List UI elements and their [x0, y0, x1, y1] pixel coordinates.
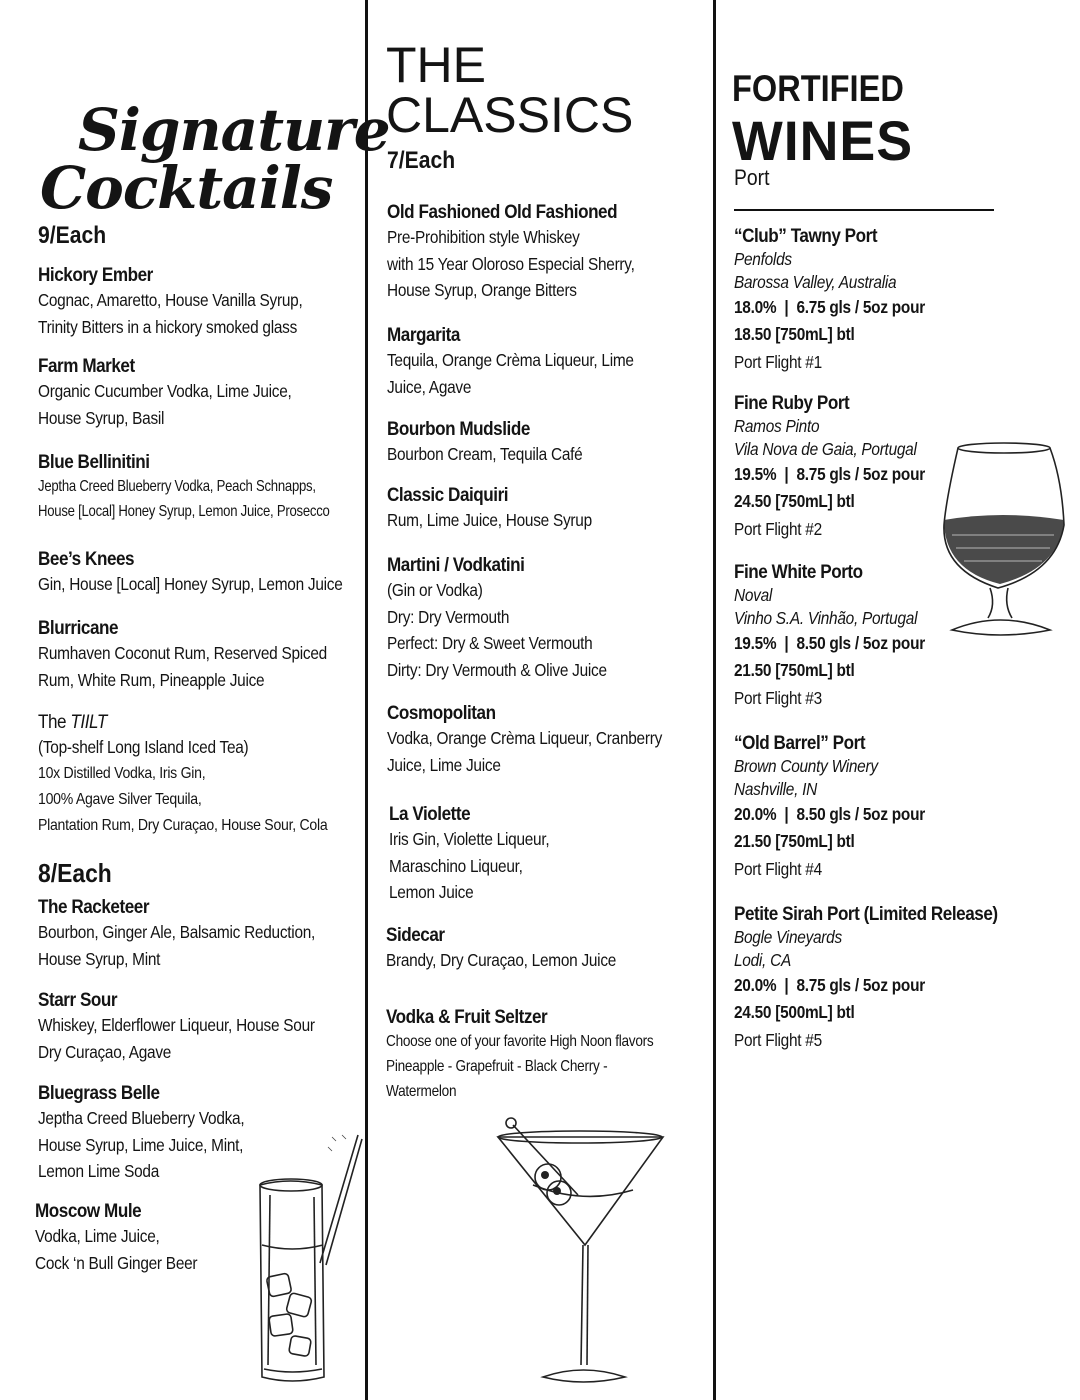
port-name: Petite Sirah Port (Limited Release): [734, 904, 998, 925]
item-desc: Organic Cucumber Vodka, Lime Juice,: [38, 381, 292, 401]
item-desc: Cognac, Amaretto, House Vanilla Syrup,: [38, 290, 303, 310]
cocktail-bluegrass-belle: [38, 1083, 273, 1185]
port-name: “Old Barrel” Port: [734, 733, 866, 754]
item-name: [38, 712, 334, 734]
fortified-subtitle: Port: [734, 165, 770, 190]
port-bottle: 21.50 [750mL] btl: [734, 659, 855, 680]
item-name: Hickory Ember: [38, 265, 153, 286]
item-name: Cosmopolitan: [387, 703, 496, 724]
port-producer: Bogle Vineyards: [734, 927, 842, 947]
snifter-glass-illustration: [938, 440, 1078, 640]
cocktail-tiilt: [38, 712, 367, 839]
item-desc: House Syrup, Orange Bitters: [387, 280, 577, 300]
port-name: Fine White Porto: [734, 562, 863, 583]
classic-daiquiri: [387, 485, 620, 534]
item-desc: Jeptha Creed Blueberry Vodka, Peach Schnapps,: [38, 478, 316, 495]
item-desc: Juice, Agave: [387, 376, 472, 397]
cocktail-the-racketeer: [38, 897, 353, 972]
port-club-tawny: [734, 226, 951, 377]
item-desc: House Syrup, Basil: [38, 407, 165, 428]
item-desc: 10x Distilled Vodka, Iris Gin,: [38, 764, 206, 782]
item-name: Moscow Mule: [35, 1201, 142, 1222]
item-desc: Gin, House [Local] Honey Syrup, Lemon Juice: [38, 574, 343, 594]
port-region: Vinho S.A. Vinhão, Portugal: [734, 608, 918, 628]
port-region: Lodi, CA: [734, 950, 791, 970]
item-desc: Pre-Prohibition style Whiskey: [387, 227, 580, 247]
item-desc: with 15 Year Oloroso Especial Sherry,: [387, 253, 635, 274]
port-old-barrel: [734, 733, 951, 884]
item-desc: Cock ‘n Bull Ginger Beer: [35, 1252, 198, 1273]
item-desc: House [Local] Honey Syrup, Lemon Juice, Prosecco: [38, 503, 330, 520]
port-name: Fine Ruby Port: [734, 393, 850, 414]
classics-title-line2: CLASSICS: [386, 87, 634, 143]
item-name: Old Fashioned Old Fashioned: [387, 202, 618, 223]
item-desc: Whiskey, Elderflower Liqueur, House Sour: [38, 1015, 315, 1035]
item-desc: Rumhaven Coconut Rum, Reserved Spiced: [38, 643, 327, 663]
item-desc: Trinity Bitters in a hickory smoked glass: [38, 316, 298, 337]
port-flight: Port Flight #2: [734, 519, 822, 539]
item-desc: House Syrup, Lime Juice, Mint,: [38, 1134, 244, 1155]
item-desc: (Gin or Vodka): [387, 580, 483, 600]
item-name: Margarita: [387, 325, 460, 346]
item-desc: Dirty: Dry Vermouth & Olive Juice: [387, 659, 607, 680]
item-desc: Rum, Lime Juice, House Syrup: [387, 510, 592, 530]
port-region: Nashville, IN: [734, 779, 818, 799]
port-bottle: 24.50 [500mL] btl: [734, 1001, 855, 1022]
port-producer: Ramos Pinto: [734, 416, 820, 436]
column-divider-left: [365, 0, 368, 1400]
price-9-each: 9/Each: [38, 222, 107, 249]
port-pour: 20.0% | 8.50 gls / 5oz pour: [734, 804, 925, 824]
port-petite-sirah: [734, 904, 1027, 1055]
fortified-underline: [734, 209, 994, 211]
port-flight: Port Flight #4: [734, 859, 822, 879]
item-desc: House Syrup, Mint: [38, 948, 161, 969]
classic-cosmopolitan: [387, 703, 700, 778]
port-name: “Club” Tawny Port: [734, 226, 878, 247]
classic-margarita: [387, 325, 667, 400]
item-name: Bluegrass Belle: [38, 1083, 160, 1104]
item-desc: Vodka, Lime Juice,: [35, 1226, 160, 1246]
item-desc: Jeptha Creed Blueberry Vodka,: [38, 1108, 245, 1128]
cocktail-blurricane: [38, 618, 366, 693]
cocktail-blue-bellinitini: [38, 452, 394, 524]
item-desc: Brandy, Dry Curaçao, Lemon Juice: [386, 950, 617, 970]
item-name: Vodka & Fruit Seltzer: [386, 1007, 548, 1028]
fortified-title-line1: FORTIFIED: [732, 68, 904, 109]
port-producer: Penfolds: [734, 249, 792, 269]
port-flight: Port Flight #1: [734, 352, 822, 372]
item-name: La Violette: [389, 804, 471, 825]
item-name: Blue Bellinitini: [38, 452, 150, 473]
item-name: Blurricane: [38, 618, 119, 639]
port-bottle: 24.50 [750mL] btl: [734, 490, 855, 511]
item-desc: Perfect: Dry & Sweet Vermouth: [387, 633, 593, 653]
port-pour: 18.0% | 6.75 gls / 5oz pour: [734, 297, 925, 317]
item-name: The Racketeer: [38, 897, 150, 918]
signature-title-line2: Cocktails: [40, 154, 333, 222]
classic-la-violette: [389, 804, 571, 906]
port-producer: Brown County Winery: [734, 756, 878, 776]
port-pour: 20.0% | 8.75 gls / 5oz pour: [734, 975, 925, 995]
classic-sidecar: [386, 925, 647, 974]
item-name: Classic Daiquiri: [387, 485, 509, 506]
port-fine-ruby: [734, 393, 951, 544]
port-bottle: 21.50 [750mL] btl: [734, 830, 855, 851]
item-desc: Vodka, Orange Crèma Liqueur, Cranberry: [387, 728, 663, 748]
classic-bourbon-mudslide: [387, 419, 609, 468]
cocktail-bees-knees: [38, 549, 384, 598]
port-fine-white: [734, 562, 951, 713]
cocktail-farm-market: [38, 356, 326, 431]
port-region: Vila Nova de Gaia, Portugal: [734, 439, 917, 459]
item-desc: Plantation Rum, Dry Curaçao, House Sour, Cola: [38, 816, 328, 834]
signature-title-line1: Signature: [78, 96, 390, 164]
port-flight: Port Flight #3: [734, 688, 822, 708]
item-name: Farm Market: [38, 356, 135, 377]
martini-glass-illustration: [493, 1115, 668, 1395]
item-desc: Iris Gin, Violette Liqueur,: [389, 829, 550, 849]
price-8-each: 8/Each: [38, 858, 112, 888]
item-desc: Dry Curaçao, Agave: [38, 1041, 172, 1062]
item-name: Martini / Vodkatini: [387, 555, 525, 576]
port-region: Barossa Valley, Australia: [734, 272, 897, 292]
item-desc: 100% Agave Silver Tequila,: [38, 790, 202, 808]
cocktail-moscow-mule: [35, 1201, 219, 1276]
cocktail-starr-sour: [38, 990, 353, 1065]
item-name: Sidecar: [386, 925, 445, 946]
classic-vodka-fruit-seltzer: [386, 1007, 701, 1104]
item-desc: Bourbon, Ginger Ale, Balsamic Reduction,: [38, 922, 316, 942]
item-desc: Tequila, Orange Crèma Liqueur, Lime: [387, 350, 634, 370]
item-desc: Bourbon Cream, Tequila Café: [387, 444, 583, 464]
highball-glass-illustration: [240, 1125, 365, 1390]
item-desc: Maraschino Liqueur,: [389, 855, 523, 876]
port-pour: 19.5% | 8.75 gls / 5oz pour: [734, 464, 925, 484]
item-desc: Lemon Lime Soda: [38, 1161, 160, 1181]
item-desc: Dry: Dry Vermouth: [387, 606, 510, 627]
price-7-each: 7/Each: [387, 147, 456, 174]
item-desc: Choose one of your favorite High Noon flavors: [386, 1033, 654, 1050]
fortified-title-line2: WINES: [732, 109, 914, 172]
item-name-prefix: The: [38, 712, 71, 733]
item-desc: Watermelon: [386, 1083, 457, 1100]
column-divider-right: [713, 0, 716, 1400]
port-bottle: 18.50 [750mL] btl: [734, 323, 855, 344]
item-name: Starr Sour: [38, 990, 118, 1011]
port-flight: Port Flight #5: [734, 1030, 822, 1050]
item-desc: Lemon Juice: [389, 882, 474, 902]
port-pour: 19.5% | 8.50 gls / 5oz pour: [734, 633, 925, 653]
item-desc: Rum, White Rum, Pineapple Juice: [38, 669, 265, 690]
port-producer: Noval: [734, 585, 773, 605]
item-desc: Juice, Lime Juice: [387, 754, 501, 775]
item-name: Bee’s Knees: [38, 549, 135, 570]
classic-martini: [387, 555, 637, 683]
item-name-italic: TIILT: [70, 712, 107, 733]
cocktail-hickory-ember: [38, 265, 339, 340]
classic-old-fashioned: [387, 202, 668, 304]
item-name: Bourbon Mudslide: [387, 419, 530, 440]
item-desc: (Top-shelf Long Island Iced Tea): [38, 737, 249, 757]
item-desc: Pineapple - Grapefruit - Black Cherry -: [386, 1058, 608, 1075]
classics-title-line1: THE: [386, 37, 486, 93]
